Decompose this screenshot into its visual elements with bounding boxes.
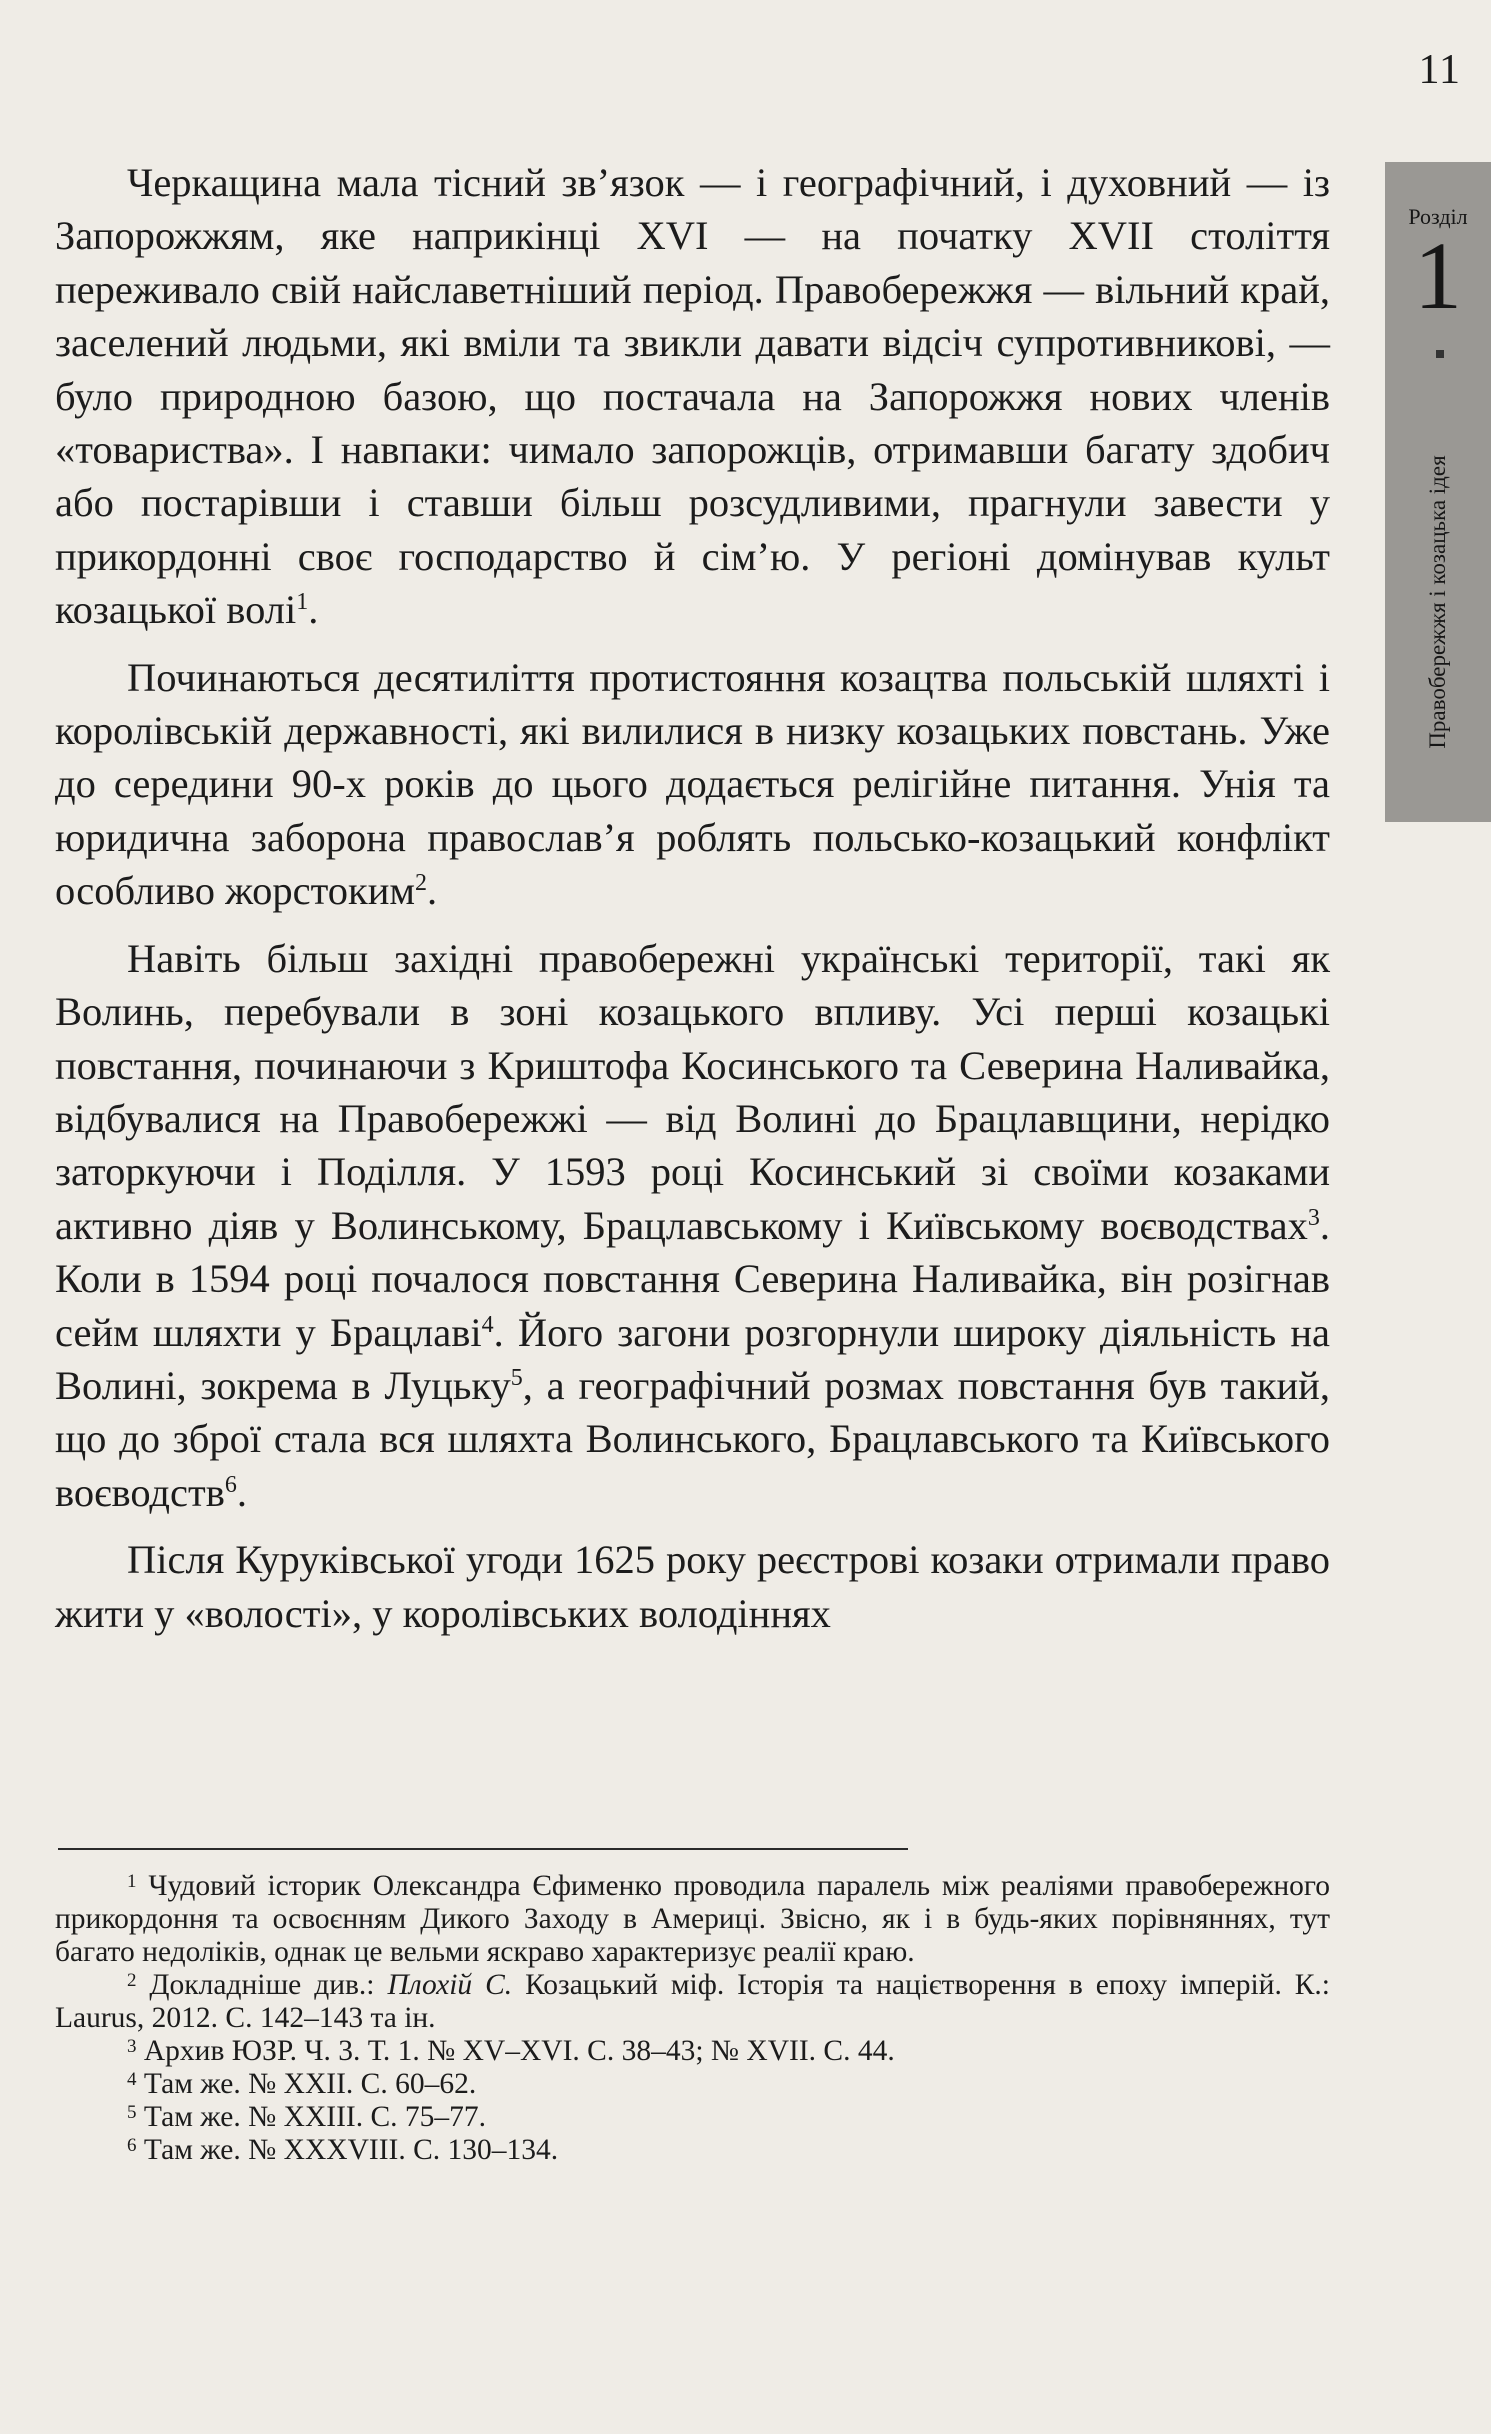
- page-number: 11: [1418, 47, 1461, 93]
- text-run: Починаються десятиліття протистояння козацтва польській шляхті і королівській державності, які вилилися в низку козацьких повстань. Уже до середини 90-х років до цього додається релігійне питання. Унія та юридична заборона православ’я роблять польсько-козацький конфлікт особливо жорстоким: [55, 654, 1330, 914]
- chapter-tab: [1385, 162, 1491, 822]
- text-run: Після Куруківської угоди 1625 року реєстрові козаки отримали право жити у «волості», у королівських володіннях: [55, 1537, 1330, 1636]
- footnote-divider: [58, 1848, 908, 1850]
- footnote-marker: 1: [296, 589, 309, 616]
- chapter-label: Розділ: [1408, 204, 1468, 229]
- footnote: [55, 2035, 1330, 2068]
- chapter-number: 1: [1414, 222, 1462, 329]
- footnote: [55, 1870, 1330, 1969]
- footnote-marker: 6: [127, 2135, 137, 2156]
- text-run: . Його загони розгорнули широку діяльність на Волині, зокрема в Луцьку: [55, 1309, 1330, 1408]
- footnote-marker: 3: [1307, 1204, 1320, 1231]
- text-run: Черкащина мала тісний зв’язок — і географічний, і духовний — із Запорожжям, яке наприкінці XVI — на початку XVII століття переживало свій найславетніший період. Правобережжя — вільний край, заселений людьми, які вміли та звикли давати відсіч супротивникові, — було природною базою, що постачала на Запорожжя нових членів «товариства». І навпаки: чимало запорожців, отримавши багату здобич або постарівши і ставши більш розсудливими, прагнули завести у прикордонні своє господарство й сім’ю. У регіоні домінував культ козацької волі: [55, 160, 1330, 633]
- footnote-marker: 5: [127, 2102, 137, 2123]
- footnote-marker: 5: [510, 1364, 523, 1391]
- chapter-bullet: [1436, 350, 1444, 358]
- footnote-marker: 6: [224, 1471, 237, 1498]
- text-run: .: [236, 1469, 247, 1515]
- text-run: , а географічний розмах повстання був такий, що до зброї стала вся шляхта Волинського, Брацлавського та Київського воєводств: [55, 1362, 1330, 1515]
- chapter-title: Правобережжя і козацька ідея: [1425, 455, 1450, 749]
- footnote-marker: 4: [481, 1311, 494, 1338]
- paragraph: [55, 1533, 1330, 1640]
- text-run: Докладніше див.:: [136, 1969, 388, 2001]
- footnote: [55, 2134, 1330, 2167]
- text-run: .: [427, 868, 438, 914]
- footnote-marker: 1: [127, 1871, 137, 1892]
- footnote-marker: 2: [127, 1970, 137, 1991]
- text-run: Чудовий історик Олександра Єфименко проводила паралель між реаліями правобережного прикордоння та освоєнням Дикого Заходу в Америці. Звісно, як і в будь-яких порівняннях, тут багато недоліків, однак це вельми яскраво характеризує реалії краю.: [55, 1870, 1330, 1968]
- text-run: .: [308, 587, 319, 633]
- footnote-marker: 3: [127, 2036, 137, 2057]
- text-run: Там же. № XXII. С. 60–62.: [136, 2068, 477, 2100]
- footnote-marker: 2: [415, 870, 428, 897]
- paragraph: [55, 156, 1330, 637]
- footnote: [55, 1969, 1330, 2035]
- text-run: Там же. № XXIII. С. 75–77.: [136, 2101, 487, 2133]
- footnotes: [55, 1870, 1330, 2167]
- text-run: Навіть більш західні правобережні українські території, такі як Волинь, перебували в зоні козацького впливу. Усі перші козацькі повстання, починаючи з Криштофа Косинського та Северина Наливайка, відбувалися на Правобережжі — від Волині до Брацлавщини, нерідко заторкуючи і Поділля. У 1593 році Косинський зі своїми козаками активно діяв у Волинському, Брацлавському і Київському воєводствах: [55, 935, 1330, 1248]
- text-run: . Коли в 1594 році почалося повстання Северина Наливайка, він розігнав сейм шляхти у Брацлаві: [55, 1202, 1330, 1355]
- paragraph: [55, 932, 1330, 1519]
- text-run: Там же. № XXXVIII. С. 130–134.: [136, 2134, 559, 2166]
- footnote-marker: 4: [127, 2069, 137, 2090]
- text-run: Козацький міф. Історія та націєтворення в епоху імперій. К.: Laurus, 2012. С. 142–143 та ін.: [55, 1969, 1331, 2034]
- footnote: [55, 2068, 1330, 2101]
- paragraph: [55, 651, 1330, 918]
- author-name: Плохій С.: [387, 1969, 513, 2001]
- footnote: [55, 2101, 1330, 2134]
- text-run: Архив ЮЗР. Ч. 3. Т. 1. № XV–XVI. С. 38–43; № XVII. С. 44.: [136, 2035, 895, 2067]
- body-text: [55, 156, 1330, 1654]
